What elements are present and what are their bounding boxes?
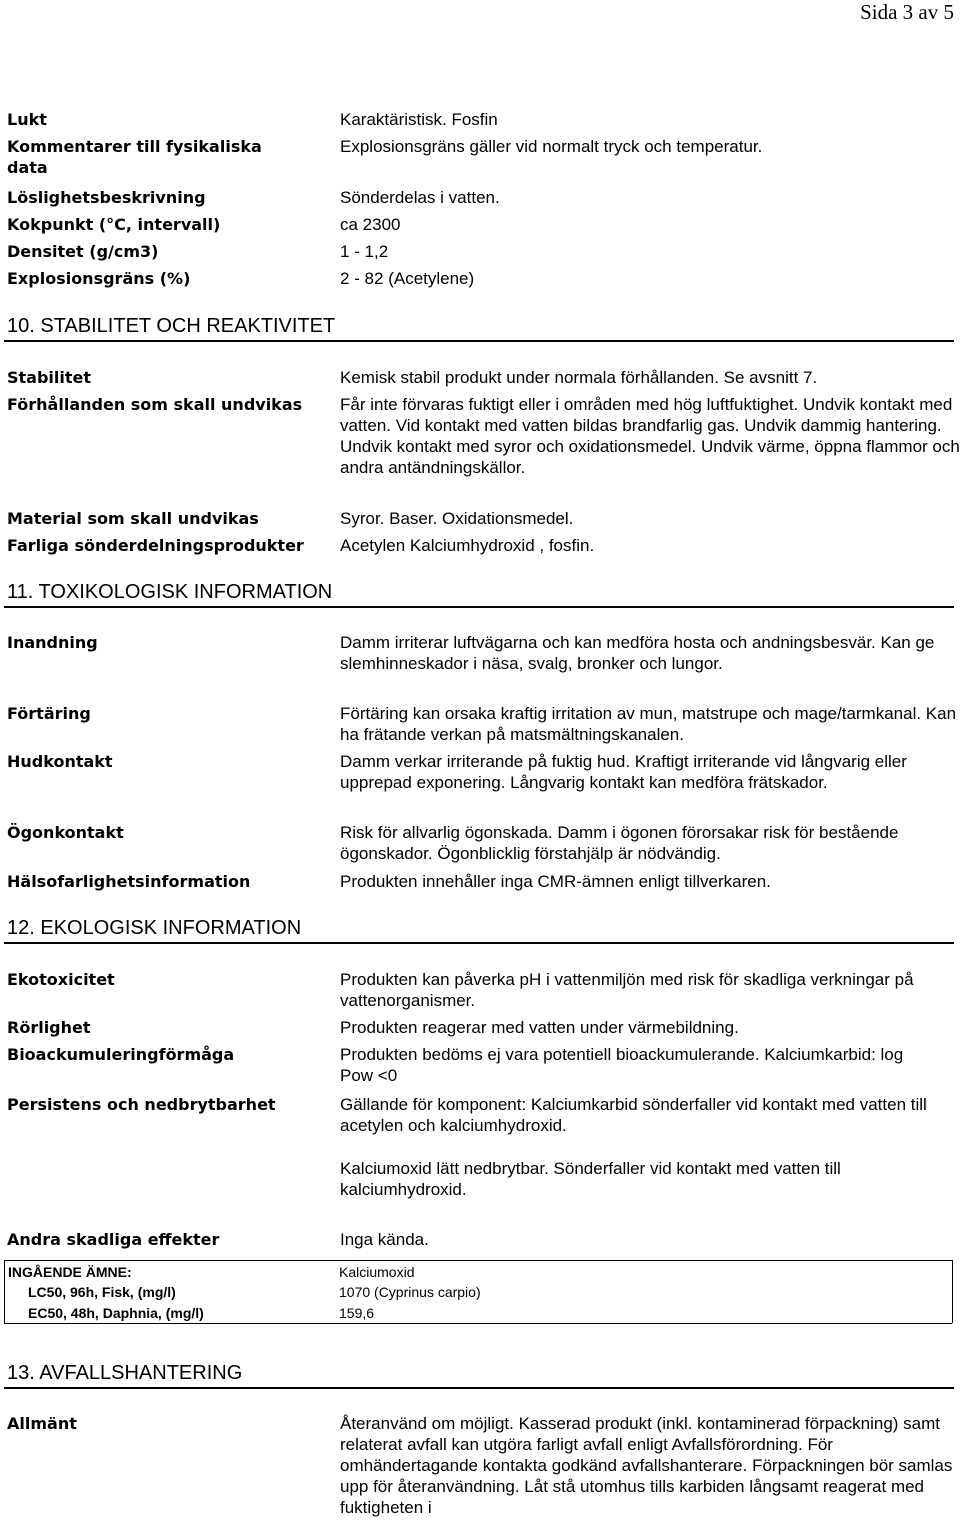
field-value: Damm verkar irriterande på fuktig hud. Kraftigt irriterande vid långvarig eller upprepad exponering. Långvarig kontakt kan medföra frätskador. xyxy=(340,752,907,792)
property-label: Kokpunkt (°C, intervall) xyxy=(7,215,221,234)
field-value: Acetylen Kalciumhydroxid , fosfin. xyxy=(340,536,595,555)
field-label: Rörlighet xyxy=(7,1018,91,1037)
field-value: Produkten innehåller inga CMR-ämnen enligt tillverkaren. xyxy=(340,872,771,891)
table-row-label: LC50, 96h, Fisk, (mg/l) xyxy=(28,1284,176,1300)
property-label: Löslighetsbeskrivning xyxy=(7,188,206,207)
property-label: Explosionsgräns (%) xyxy=(7,269,191,288)
section-heading-13: 13. AVFALLSHANTERING xyxy=(7,1362,243,1384)
table-border-bottom xyxy=(4,1323,952,1324)
field-value: Inga kända. xyxy=(340,1230,429,1249)
field-label: Bioackumuleringförmåga xyxy=(7,1045,235,1064)
field-value: Förtäring kan orsaka kraftig irritation av mun, matstrupe och mage/tarmkanal. Kan ha frätande verkan på matsmältningskanalen. xyxy=(340,704,957,744)
field-value: Risk för allvarlig ögonskada. Damm i ögonen förorsakar risk för bestående ögonskador. Ögonblicklig förstahjälp är nödvändig. xyxy=(340,823,899,863)
field-value: Produkten reagerar med vatten under värmebildning. xyxy=(340,1018,739,1037)
section-heading-12: 12. EKOLOGISK INFORMATION xyxy=(7,917,302,939)
field-value: Kalciumoxid lätt nedbrytbar. Sönderfaller vid kontakt med vatten till kalciumhydroxid. xyxy=(340,1159,841,1199)
property-value: 2 - 82 (Acetylene) xyxy=(340,269,475,288)
field-value: Får inte förvaras fuktigt eller i områden med hög luftfuktighet. Undvik kontakt med vatten. Vid kontakt med vatten bildas brandfarlig gas. Undvik dammig hantering. Undvik kontakt med syror och oxidationsmedel. Undvik värme, öppna flammor och andra antändningskällor. xyxy=(340,395,960,477)
section-heading-11: 11. TOXIKOLOGISK INFORMATION xyxy=(7,581,333,603)
field-label: Stabilitet xyxy=(7,368,92,387)
section-heading-10: 10. STABILITET OCH REAKTIVITET xyxy=(7,315,336,337)
field-label: Ekotoxicitet xyxy=(7,970,115,989)
page-number: Sida 3 av 5 xyxy=(860,0,954,24)
field-label: Material som skall undvikas xyxy=(7,509,259,528)
field-value: Återanvänd om möjligt. Kasserad produkt (inkl. kontaminerad förpackning) samt relaterat avfall kan utgöra farligt avfall enligt Avfallsförordning. För omhändertagande kontakta godkänd avfallshanterare. Förpackningen bör samlas upp för återanvändning. Låt stå utomhus tills karbiden långsamt reagerat med fuktigheten i xyxy=(340,1414,953,1517)
field-value: Kemisk stabil produkt under normala förhållanden. Se avsnitt 7. xyxy=(340,368,818,387)
field-value: Damm irriterar luftvägarna och kan medföra hosta och andningsbesvär. Kan ge slemhinneskador i näsa, svalg, bronker och lungor. xyxy=(340,633,935,673)
field-label: Ögonkontakt xyxy=(7,823,124,842)
field-label: Andra skadliga effekter xyxy=(7,1230,220,1249)
table-border-left xyxy=(4,1260,5,1323)
property-value: Karaktäristisk. Fosfin xyxy=(340,110,498,129)
field-label: Inandning xyxy=(7,633,98,652)
field-label: Farliga sönderdelningsprodukter xyxy=(7,536,304,555)
table-header-value: Kalciumoxid xyxy=(339,1264,415,1280)
field-value: Produkten kan påverka pH i vattenmiljön med risk för skadliga verkningar på vattenorganismer. xyxy=(340,970,914,1010)
property-label: Lukt xyxy=(7,110,47,129)
property-value: ca 2300 xyxy=(340,215,401,234)
property-value: 1 - 1,2 xyxy=(340,242,389,261)
table-border-right xyxy=(952,1260,953,1323)
property-label: Kommentarer till fysikaliska data xyxy=(7,137,262,177)
field-label: Förhållanden som skall undvikas xyxy=(7,395,303,414)
table-row-label: EC50, 48h, Daphnia, (mg/l) xyxy=(28,1305,204,1321)
field-label: Hälsofarlighetsinformation xyxy=(7,872,251,891)
field-label: Allmänt xyxy=(7,1414,77,1433)
field-value: Produkten bedöms ej vara potentiell bioackumulerande. Kalciumkarbid: log Pow <0 xyxy=(340,1045,904,1085)
field-value: Syror. Baser. Oxidationsmedel. xyxy=(340,509,574,528)
field-label: Förtäring xyxy=(7,704,91,723)
section-divider xyxy=(4,1387,954,1389)
field-value: Gällande för komponent: Kalciumkarbid sönderfaller vid kontakt med vatten till acetylen och kalciumhydroxid. xyxy=(340,1095,927,1135)
section-divider xyxy=(4,340,954,342)
field-label: Persistens och nedbrytbarhet xyxy=(7,1095,276,1114)
property-label: Densitet (g/cm3) xyxy=(7,242,159,261)
table-row-value: 159,6 xyxy=(339,1305,375,1321)
section-divider xyxy=(4,942,954,944)
table-border-top xyxy=(4,1260,952,1261)
table-header-label: INGÅENDE ÄMNE: xyxy=(8,1264,132,1280)
field-label: Hudkontakt xyxy=(7,752,113,771)
property-value: Sönderdelas i vatten. xyxy=(340,188,500,207)
section-divider xyxy=(4,606,954,608)
table-row-value: 1070 (Cyprinus carpio) xyxy=(339,1284,481,1300)
property-value: Explosionsgräns gäller vid normalt tryck och temperatur. xyxy=(340,137,763,156)
